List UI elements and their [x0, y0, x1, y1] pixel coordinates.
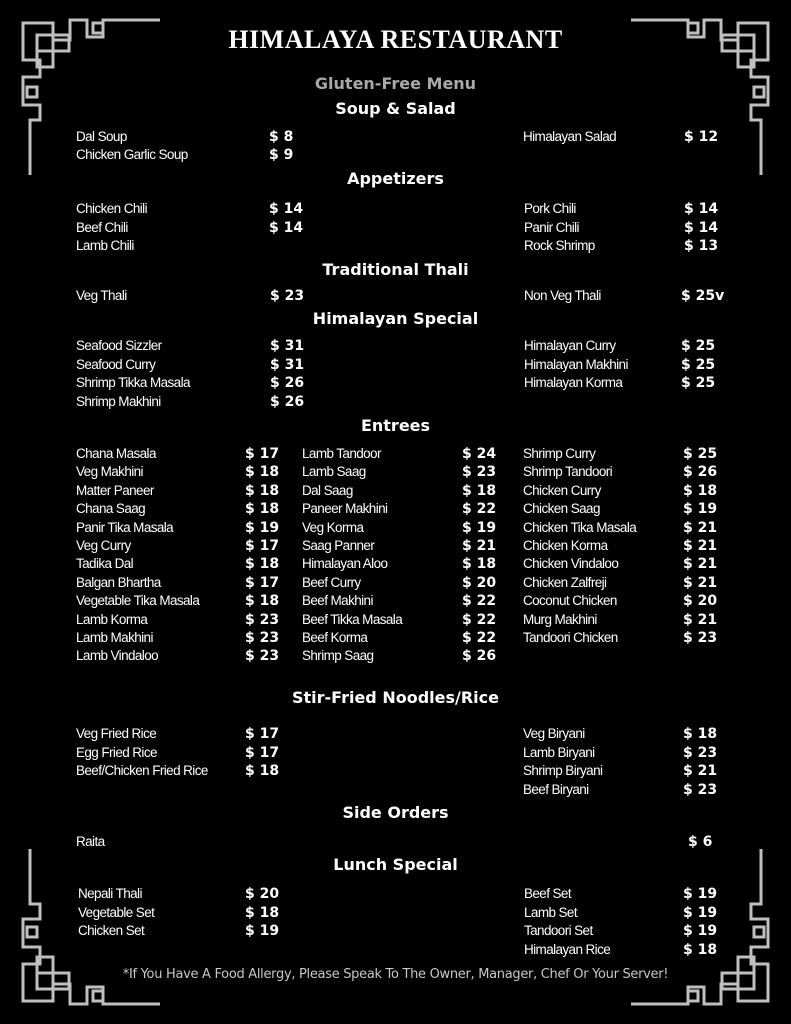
menu-item-price: $ 19: [683, 923, 718, 939]
menu-item-price: $ 31: [270, 357, 305, 373]
menu-item-price: $ 13: [684, 238, 719, 254]
menu-item-price: $ 21: [683, 556, 718, 572]
menu-item-price: $ 20: [462, 575, 497, 591]
menu-item-price: $ 19: [683, 501, 718, 517]
menu-item-price: $ 18: [245, 464, 280, 480]
menu-item-price: $ 26: [683, 464, 718, 480]
menu-item-name: Veg Curry: [76, 538, 131, 553]
menu-item-name: Paneer Makhini: [302, 501, 388, 516]
menu-item-price: $ 21: [683, 520, 718, 536]
menu-item-name: Tandoori Set: [524, 923, 593, 938]
menu-item-price: $ 21: [683, 612, 718, 628]
menu-item-price: $ 14: [684, 220, 719, 236]
section-heading-himalayan-special: Himalayan Special: [312, 309, 479, 328]
menu-item-name: Vegetable Tika Masala: [76, 593, 200, 608]
menu-item-price: $ 19: [683, 886, 718, 902]
menu-item-name: Chicken Set: [78, 923, 145, 938]
menu-item-price: $ 23: [245, 630, 280, 646]
menu-item-price: $ 22: [462, 630, 497, 646]
menu-item-price: $ 18: [245, 905, 280, 921]
menu-item-name: Shrimp Saag: [302, 648, 374, 663]
menu-item-price: $ 25: [681, 375, 716, 391]
menu-item-price: $ 25: [683, 446, 718, 462]
menu-item-price: $ 21: [683, 575, 718, 591]
menu-item-price: $ 18: [683, 942, 718, 958]
menu-item-name: Tandoori Chicken: [523, 630, 618, 645]
menu-item-price: $ 18: [462, 556, 497, 572]
menu-item-price: $ 14: [269, 201, 304, 217]
menu-item-name: Veg Makhini: [76, 464, 143, 479]
menu-item-price: $ 23: [245, 612, 280, 628]
menu-item-price: $ 18: [245, 593, 280, 609]
menu-item-price: $ 25: [681, 357, 716, 373]
menu-item-name: Chicken Garlic Soup: [76, 147, 188, 162]
menu-item-name: Beef Biryani: [523, 782, 589, 797]
menu-item-name: Himalayan Salad: [523, 129, 617, 144]
menu-item-name: Himalayan Makhini: [524, 357, 628, 372]
menu-item-name: Tadika Dal: [76, 556, 134, 571]
menu-item-price: $ 26: [270, 394, 305, 410]
menu-item-name: Veg Fried Rice: [76, 726, 157, 741]
menu-item-name: Panir Chili: [524, 220, 579, 235]
menu-item-price: $ 6: [688, 834, 713, 850]
section-heading-appetizers: Appetizers: [347, 169, 444, 188]
menu-item-name: Beef Curry: [302, 575, 361, 590]
menu-item-price: $ 31: [270, 338, 305, 354]
menu-item-price: $ 17: [245, 538, 280, 554]
menu-item-name: Chicken Curry: [523, 483, 601, 498]
menu-item-name: Lamb Korma: [76, 612, 148, 627]
section-heading-entrees: Entrees: [360, 416, 431, 435]
menu-item-name: Shrimp Makhini: [76, 394, 161, 409]
menu-item-name: Lamb Tandoor: [302, 446, 381, 461]
menu-item-name: Dal Saag: [302, 483, 353, 498]
menu-item-price: $ 17: [245, 745, 280, 761]
menu-item-name: Non Veg Thali: [524, 288, 601, 303]
menu-item-name: Chana Saag: [76, 501, 146, 516]
menu-item-name: Rock Shrimp: [524, 238, 595, 253]
menu-item-name: Matter Paneer: [76, 483, 154, 498]
menu-item-price: $ 23: [245, 648, 280, 664]
menu-item-price: $ 22: [462, 593, 497, 609]
menu-item-name: Himalayan Rice: [524, 942, 611, 957]
menu-item-price: $ 21: [462, 538, 497, 554]
menu-item-price: $ 20: [245, 886, 280, 902]
menu-item-name: Lamb Chili: [76, 238, 134, 253]
menu-item-name: Beef Tikka Masala: [302, 612, 403, 627]
menu-item-price: $ 19: [462, 520, 497, 536]
menu-item-price: $ 17: [245, 726, 280, 742]
menu-item-name: Lamb Makhini: [76, 630, 153, 645]
menu-item-price: $ 18: [683, 483, 718, 499]
menu-item-price: $ 20: [683, 593, 718, 609]
menu-item-price: $ 23: [683, 782, 718, 798]
menu-item-name: Egg Fried Rice: [76, 745, 157, 760]
restaurant-title: HIMALAYA RESTAURANT: [228, 25, 563, 54]
menu-item-name: Nepali Thali: [78, 886, 142, 901]
section-heading-noodles-rice: Stir-Fried Noodles/Rice: [291, 688, 499, 707]
menu-item-price: $ 19: [683, 905, 718, 921]
menu-item-price: $ 18: [683, 726, 718, 742]
menu-item-name: Pork Chili: [524, 201, 576, 216]
menu-item-name: Chana Masala: [76, 446, 156, 461]
menu-item-name: Murg Makhini: [523, 612, 597, 627]
menu-item-price: $ 21: [683, 538, 718, 554]
menu-item-price: $ 18: [245, 501, 280, 517]
menu-item-price: $ 14: [269, 220, 304, 236]
section-heading-thali: Traditional Thali: [322, 260, 469, 279]
menu-item-price: $ 23: [270, 288, 305, 304]
menu-item-name: Seafood Sizzler: [76, 338, 162, 353]
menu-item-price: $ 26: [462, 648, 497, 664]
menu-item-name: Himalayan Curry: [524, 338, 616, 353]
menu-item-name: Lamb Biryani: [523, 745, 595, 760]
menu-item-name: Beef Set: [524, 886, 571, 901]
menu-item-price: $ 26: [270, 375, 305, 391]
menu-item-name: Chicken Saag: [523, 501, 600, 516]
menu-item-price: $ 19: [245, 520, 280, 536]
menu-item-price: $ 22: [462, 501, 497, 517]
menu-item-name: Shrimp Curry: [523, 446, 596, 461]
menu-item-price: $ 18: [245, 763, 280, 779]
menu-item-name: Beef Makhini: [302, 593, 373, 608]
menu-item-name: Beef Korma: [302, 630, 368, 645]
menu-item-price: $ 21: [683, 763, 718, 779]
menu-item-price: $ 23: [683, 745, 718, 761]
menu-item-name: Chicken Tika Masala: [523, 520, 637, 535]
menu-item-name: Lamb Vindaloo: [76, 648, 159, 663]
menu-item-price: $ 25v: [681, 288, 725, 304]
menu-item-name: Dal Soup: [76, 129, 127, 144]
menu-item-name: Beef Chili: [76, 220, 128, 235]
menu-item-name: Chicken Zalfreji: [523, 575, 607, 590]
menu-item-name: Balgan Bhartha: [76, 575, 161, 590]
menu-subtitle: Gluten-Free Menu: [314, 74, 477, 93]
menu-item-name: Chicken Korma: [523, 538, 608, 553]
menu-item-name: Himalayan Aloo: [302, 556, 388, 571]
menu-item-price: $ 18: [462, 483, 497, 499]
menu-item-name: Vegetable Set: [78, 905, 155, 920]
menu-item-name: Saag Panner: [302, 538, 375, 553]
menu-item-price: $ 24: [462, 446, 497, 462]
menu-item-name: Veg Thali: [76, 288, 127, 303]
menu-item-price: $ 17: [245, 575, 280, 591]
menu-item-price: $ 9: [269, 147, 294, 163]
allergy-note: *If You Have A Food Allergy, Please Speak To The Owner, Manager, Chef Or Your Server!: [122, 967, 669, 982]
menu-item-name: Beef/Chicken Fried Rice: [76, 763, 208, 778]
menu-item-name: Shrimp Tandoori: [523, 464, 613, 479]
menu-item-name: Chicken Chili: [76, 201, 147, 216]
menu-item-name: Veg Korma: [302, 520, 364, 535]
menu-item-name: Coconut Chicken: [523, 593, 617, 608]
menu-item-name: Panir Tika Masala: [76, 520, 174, 535]
section-heading-side-orders: Side Orders: [342, 803, 449, 822]
menu-item-price: $ 25: [681, 338, 716, 354]
menu-item-name: Shrimp Tikka Masala: [76, 375, 190, 390]
menu-item-price: $ 18: [245, 556, 280, 572]
menu-item-price: $ 18: [245, 483, 280, 499]
menu-item-name: Himalayan Korma: [524, 375, 623, 390]
menu-item-price: $ 17: [245, 446, 280, 462]
menu-item-name: Chicken Vindaloo: [523, 556, 619, 571]
menu-item-price: $ 19: [245, 923, 280, 939]
menu-item-name: Lamb Saag: [302, 464, 366, 479]
section-heading-soup-salad: Soup & Salad: [335, 99, 456, 118]
menu-item-name: Lamb Set: [524, 905, 577, 920]
menu-item-name: Seafood Curry: [76, 357, 156, 372]
menu-item-name: Veg Biryani: [523, 726, 585, 741]
menu-item-price: $ 23: [462, 464, 497, 480]
menu-item-price: $ 14: [684, 201, 719, 217]
menu-item-name: Raita: [76, 834, 105, 849]
menu-item-name: Shrimp Biryani: [523, 763, 603, 778]
menu-item-price: $ 8: [269, 129, 294, 145]
menu-item-price: $ 12: [684, 129, 719, 145]
section-heading-lunch-special: Lunch Special: [333, 855, 458, 874]
menu-item-price: $ 23: [683, 630, 718, 646]
menu-item-price: $ 22: [462, 612, 497, 628]
